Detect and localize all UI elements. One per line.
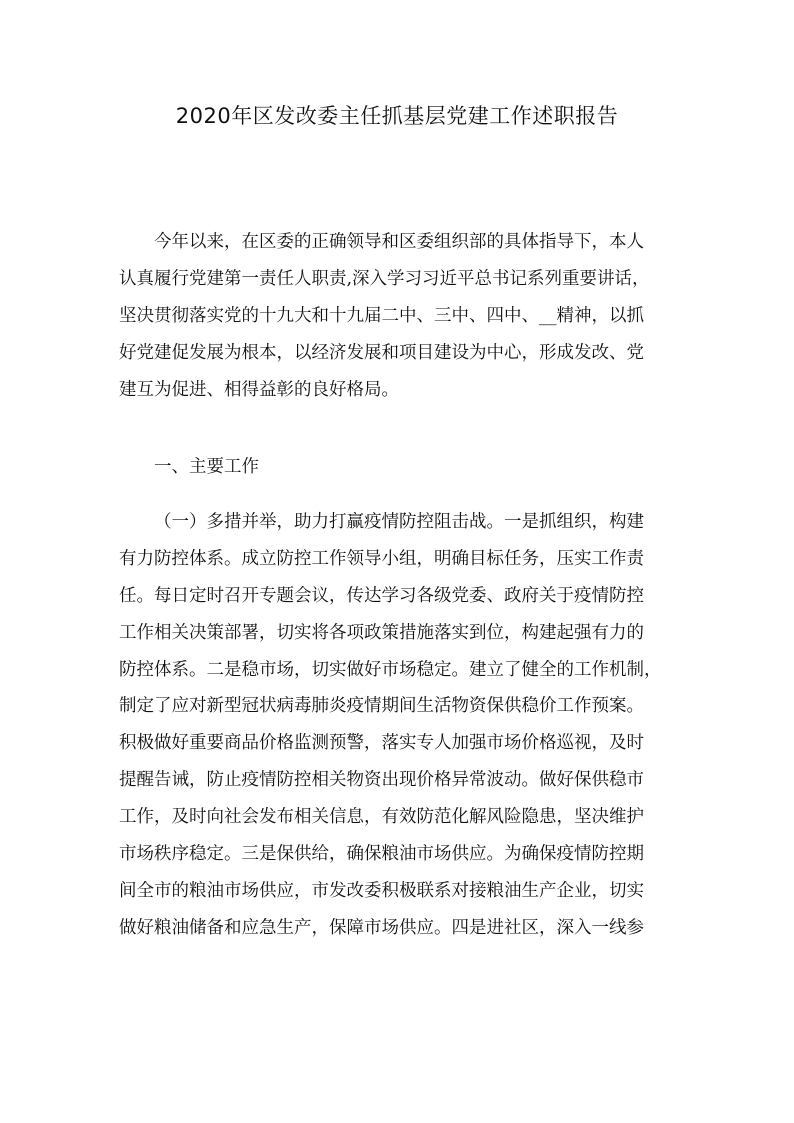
- paragraph-line: 认真履行党建第一责任人职责,深入学习习近平总书记系列重要讲话，: [119, 268, 650, 289]
- paragraph-line: 工作相关决策部署，切实将各项政策措施落实到位，构建起强有力的: [119, 622, 644, 643]
- paragraph-line: 今年以来，在区委的正确领导和区委组织部的具体指导下，本人: [154, 232, 644, 252]
- paragraph-line: 建互为促进、相得益彰的良好格局。: [119, 379, 399, 400]
- paragraph-line: 市场秩序稳定。三是保供给，确保粮油市场供应。为确保疫情防控期: [119, 844, 644, 865]
- section-heading: 一、主要工作: [154, 457, 259, 477]
- intro-paragraph: [119, 224, 684, 408]
- paragraph-line: 制定了应对新型冠状病毒肺炎疫情期间生活物资保供稳价工作预案。: [119, 696, 644, 717]
- paragraph-line: 有力防控体系。成立防控工作领导小组，明确目标任务，压实工作责: [119, 548, 644, 569]
- paragraph-line: 任。每日定时召开专题会议，传达学习各级党委、政府关于疫情防控: [119, 585, 644, 606]
- section-heading-block: [119, 449, 684, 486]
- paragraph-line: 提醒告诫，防止疫情防控相关物资出现价格异常波动。做好保供稳市: [119, 770, 644, 791]
- paragraph-line: （一）多措并举，助力打赢疫情防控阻击战。一是抓组织，构建: [154, 512, 644, 532]
- document-title: 2020年区发改委主任抓基层党建工作述职报告: [175, 104, 619, 128]
- paragraph-line: 好党建促发展为根本，以经济发展和项目建设为中心，形成发改、党: [119, 342, 644, 363]
- paragraph-line: 积极做好重要商品价格监测预警，落实专人加强市场价格巡视，及时: [119, 733, 644, 754]
- paragraph-line: 间全市的粮油市场供应，市发改委积极联系对接粮油生产企业，切实: [119, 880, 644, 901]
- section-paragraph: [119, 504, 684, 947]
- paragraph-line: 坚决贯彻落实党的十九大和十九届二中、三中、四中、__精神，以抓: [119, 305, 644, 326]
- paragraph-line: 防控体系。二是稳市场，切实做好市场稳定。建立了健全的工作机制，: [119, 659, 662, 680]
- paragraph-line: 做好粮油储备和应急生产，保障市场供应。四是进社区，深入一线参: [119, 917, 644, 938]
- paragraph-line: 工作，及时向社会发布相关信息，有效防范化解风险隐患，坚决维护: [119, 807, 644, 828]
